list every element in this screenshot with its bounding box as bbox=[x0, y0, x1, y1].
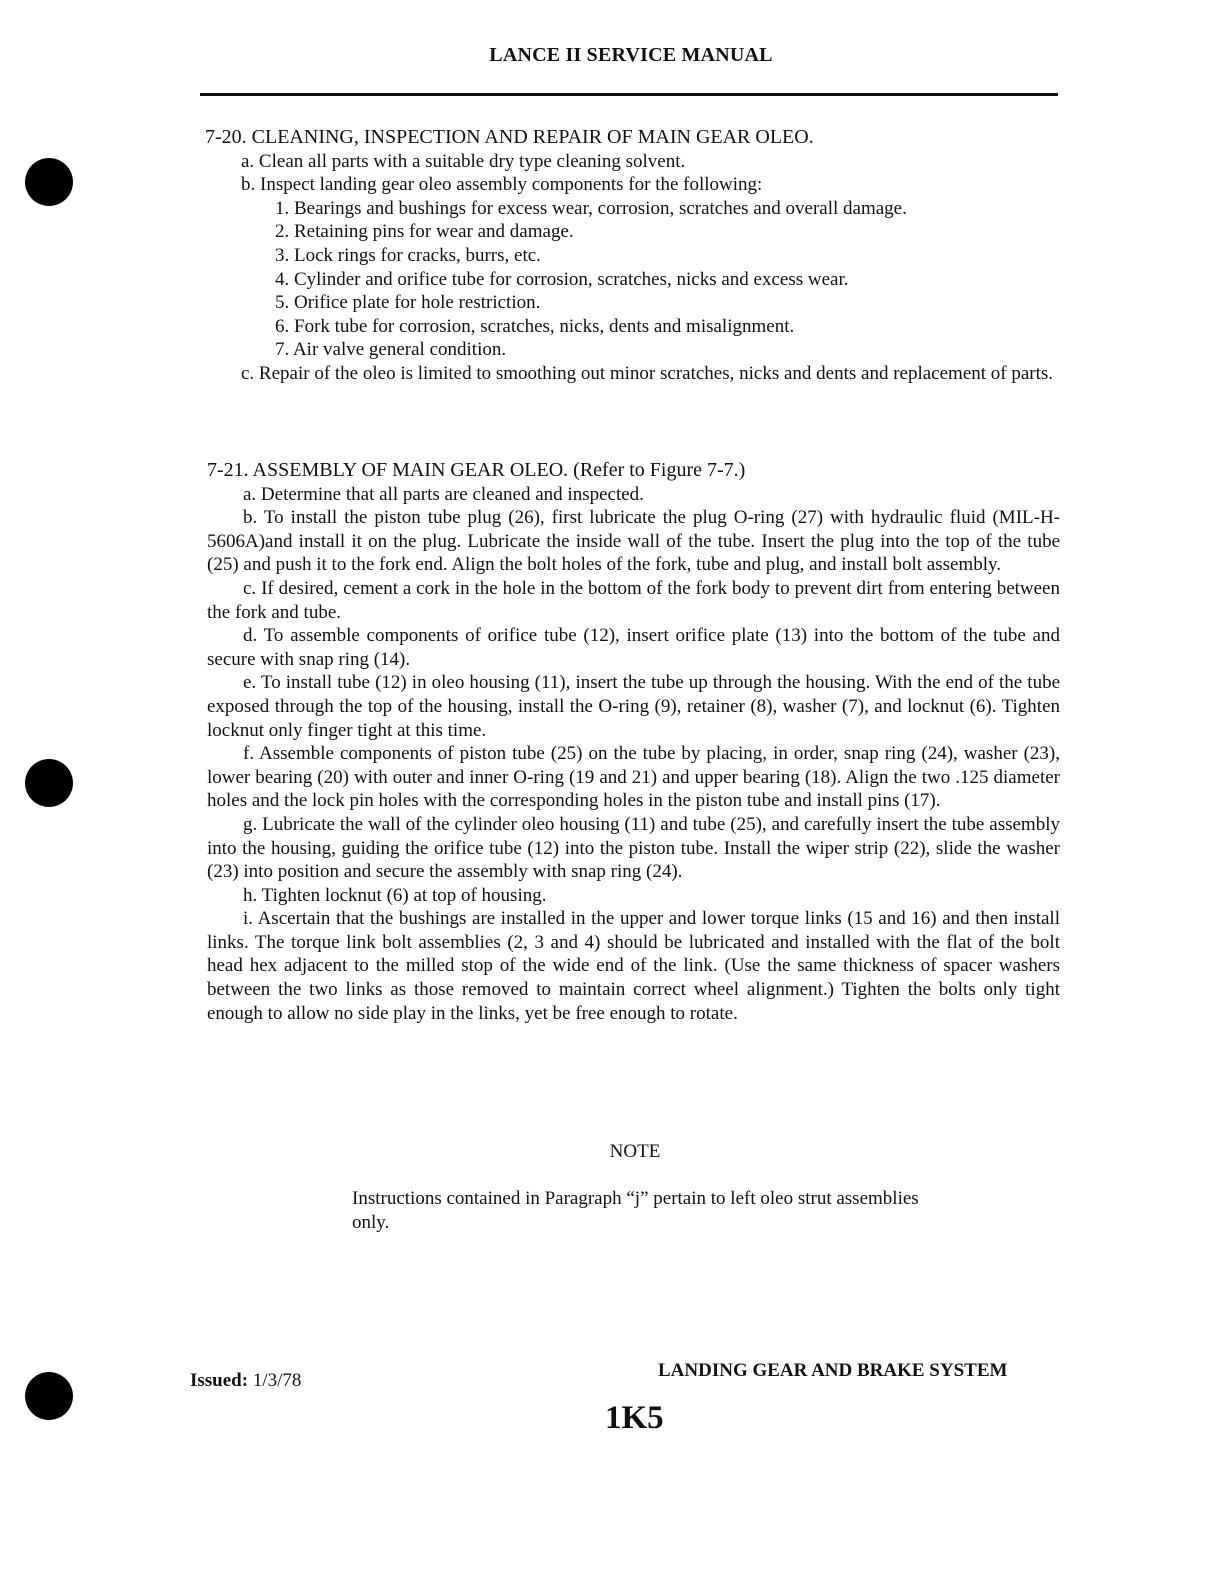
binder-hole-top bbox=[25, 158, 73, 206]
section-7-21-step-h: h. Tighten locknut (6) at top of housing. bbox=[243, 884, 547, 906]
inspection-item: 2. Retaining pins for wear and damage. bbox=[275, 221, 574, 243]
inspection-item: 5. Orifice plate for hole restriction. bbox=[275, 292, 541, 314]
footer-issued bbox=[190, 1370, 301, 1392]
section-7-20-step-a: a. Clean all parts with a suitable dry type cleaning solvent. bbox=[241, 150, 686, 172]
section-7-21-heading: 7-21. ASSEMBLY OF MAIN GEAR OLEO. (Refer to Figure 7-7.) bbox=[207, 459, 746, 481]
page-header-title: LANCE II SERVICE MANUAL bbox=[489, 44, 773, 66]
section-7-21-step-d: d. To assemble components of orifice tube (12), insert orifice plate (13) into the bottom of the tube and secure with snap ring (14). bbox=[207, 625, 1060, 670]
inspection-item: 1. Bearings and bushings for excess wear, corrosion, scratches and overall damage. bbox=[275, 197, 907, 219]
section-7-20-step-c: c. Repair of the oleo is limited to smoothing out minor scratches, nicks and dents and replacement of parts. bbox=[241, 362, 1054, 384]
inspection-item: 7. Air valve general condition. bbox=[275, 339, 507, 361]
header-divider bbox=[200, 93, 1058, 96]
section-7-21-step-g: g. Lubricate the wall of the cylinder oleo housing (11) and tube (25), and carefully insert the tube assembly into the housing, guiding the orifice tube (12) into the piston tube. Install the wiper strip (22), slide the washer (23) into position and secure the assembly with snap ring (24). bbox=[207, 813, 1060, 883]
footer-page-code: 1K5 bbox=[605, 1400, 664, 1436]
section-7-21-step-c: c. If desired, cement a cork in the hole in the bottom of the fork body to prevent dirt from entering between the fork and tube. bbox=[207, 577, 1060, 623]
section-7-20-heading: 7-20. CLEANING, INSPECTION AND REPAIR OF MAIN GEAR OLEO. bbox=[205, 126, 814, 148]
binder-hole-bottom bbox=[25, 1372, 73, 1420]
section-7-21-step-i: i. Ascertain that the bushings are installed in the upper and lower torque links (15 and 16) and then install links. The torque link bolt assemblies (2, 3 and 4) should be lubricated and installed with the flat of the bolt head hex adjacent to the milled stop of the wide end of the link. (Use the same thickness of spacer washers between the two links as those removed to maintain correct wheel alignment.) Tighten the bolts only tight enough to allow no side play in the links, yet be free enough to rotate. bbox=[207, 908, 1060, 1024]
section-7-21 bbox=[207, 459, 1060, 1025]
note-heading: NOTE bbox=[609, 1141, 661, 1162]
section-7-21-step-b: b. To install the piston tube plug (26), first lubricate the plug O-ring (27) with hydraulic fluid (MIL-H-5606A)and install it on the plug. Lubricate the inside wall of the tube. Insert the plug into the top of the tube (25) and push it to the fork end. Align the bolt holes of the fork, tube and plug, and install bolt assembly. bbox=[207, 507, 1060, 576]
footer-issued-label: Issued: bbox=[190, 1370, 249, 1391]
footer-section-title: LANDING GEAR AND BRAKE SYSTEM bbox=[658, 1360, 1008, 1381]
section-7-20 bbox=[205, 126, 1060, 386]
section-7-21-step-f: f. Assemble components of piston tube (25) on the tube by placing, in order, snap ring (24), washer (23), lower bearing (20) with outer and inner O-ring (19 and 21) and upper bearing (18). Align the two .125 diameter holes and the lock pin holes with the corresponding holes in the piston tube and install pins (17). bbox=[207, 743, 1060, 812]
section-7-20-step-b: b. Inspect landing gear oleo assembly components for the following: bbox=[241, 174, 763, 196]
inspection-item: 3. Lock rings for cracks, burrs, etc. bbox=[275, 244, 541, 266]
section-7-21-step-a: a. Determine that all parts are cleaned and inspected. bbox=[243, 483, 644, 505]
section-7-21-step-e: e. To install tube (12) in oleo housing (11), insert the tube up through the housing. With the end of the tube exposed through the top of the housing, install the O-ring (9), retainer (8), washer (7), and locknut (6). Tighten locknut only finger tight at this time. bbox=[207, 672, 1060, 741]
inspection-item: 6. Fork tube for corrosion, scratches, nicks, dents and misalignment. bbox=[275, 315, 795, 337]
inspection-item: 4. Cylinder and orifice tube for corrosion, scratches, nicks and excess wear. bbox=[275, 268, 849, 290]
binder-hole-middle bbox=[25, 759, 73, 807]
note-text: Instructions contained in Paragraph “j” pertain to left oleo strut assemblies only. bbox=[352, 1188, 919, 1233]
footer-issued-date: 1/3/78 bbox=[252, 1370, 302, 1391]
